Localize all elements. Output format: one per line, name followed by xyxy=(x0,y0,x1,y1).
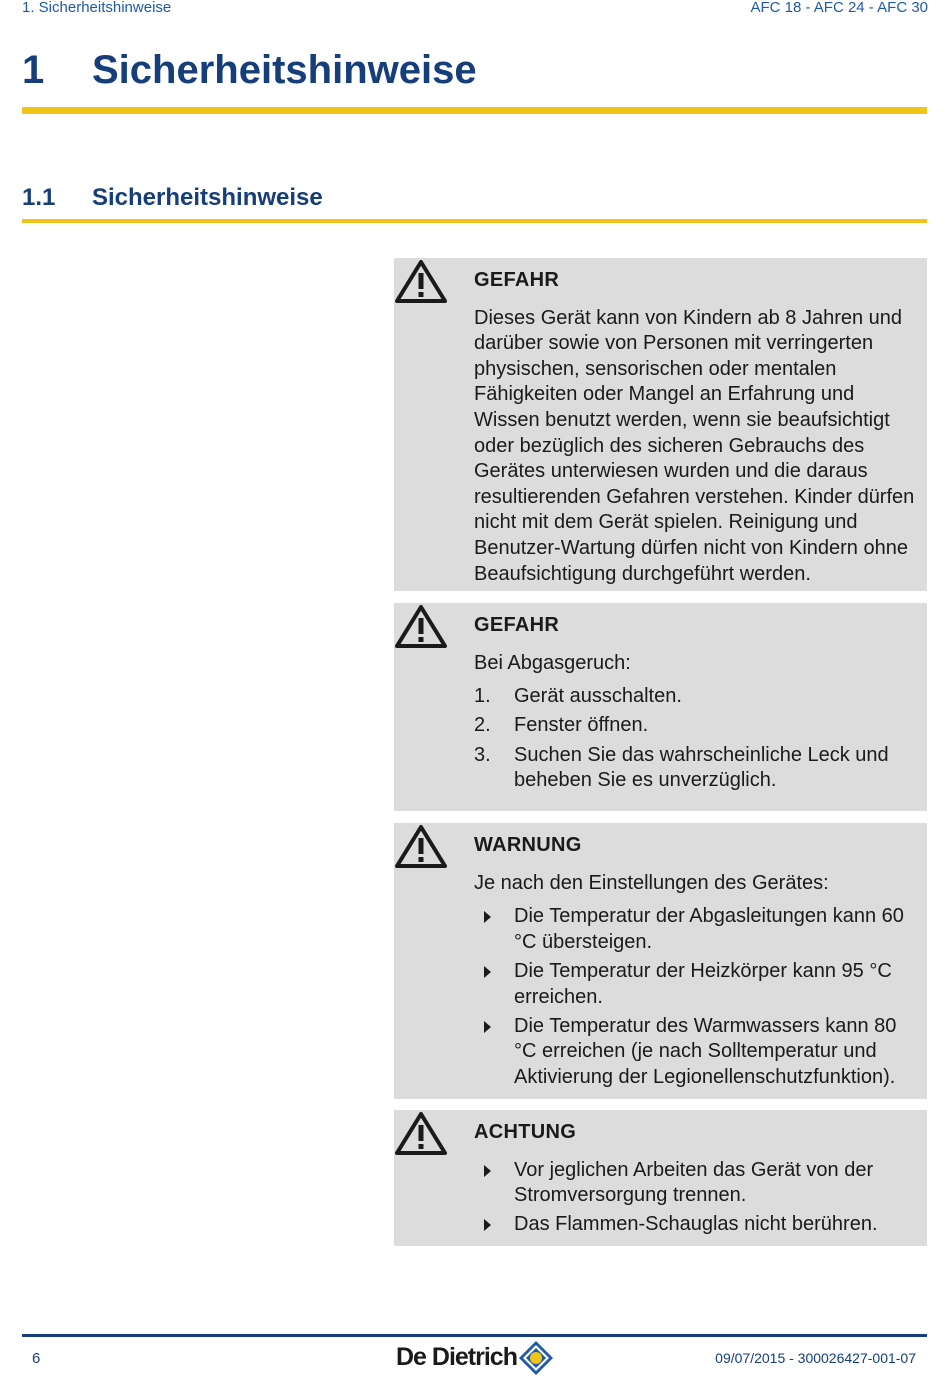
section-rule xyxy=(22,219,927,223)
list-item-text: Die Temperatur des Warmwassers kann 80 °C erreichen (je nach Solltemperatur und Aktivierung der Legionellenschutzfunktion). xyxy=(514,1014,897,1088)
notice-text: Dieses Gerät kann von Kindern ab 8 Jahren und darüber sowie von Personen mit verringerten physischen, sensorischen oder mentalen Fähigkeiten oder Mangel an Erfahrung und Wissen benutzt werden, wenn sie beaufsichtigt oder bezüglich des sicheren Gebrauchs des Gerätes unterwiesen wurden und die daraus resultierenden Gefahren verstehen. Kinder dürfen nicht mit dem Gerät spielen. Reinigung und Benutzer-Wartung dürfen nicht von Kindern ohne Beaufsichtigung durchgeführt werden. xyxy=(474,306,915,585)
notice-box-caution-power xyxy=(394,1110,927,1246)
list-item-number: 1. xyxy=(474,685,491,708)
brand-logo-text: De Dietrich xyxy=(396,1343,517,1371)
list-item xyxy=(474,904,924,955)
bullet-arrow-icon xyxy=(484,1165,491,1177)
bullet-arrow-icon xyxy=(484,966,491,978)
notice-text: Bei Abgasgeruch: xyxy=(474,651,631,674)
notice-text: Je nach den Einstellungen des Gerätes: xyxy=(474,871,829,894)
list-item-number: 2. xyxy=(474,714,491,737)
list-item xyxy=(474,959,924,1010)
list-item xyxy=(474,1158,924,1209)
list-item-text: Die Temperatur der Heizkörper kann 95 °C erreichen. xyxy=(514,959,892,1008)
footer-rule xyxy=(22,1334,927,1337)
page-number: 6 xyxy=(32,1350,41,1367)
list-item xyxy=(474,684,924,710)
page-title-text: Sicherheitshinweise xyxy=(92,48,477,92)
warning-triangle-icon xyxy=(394,823,448,869)
notice-title: WARNUNG xyxy=(474,834,582,856)
list-item xyxy=(474,743,924,794)
header-section-label: 1. Sicherheitshinweise xyxy=(22,0,172,16)
notice-box-danger-exhaust xyxy=(394,603,927,811)
list-item-text: Vor jeglichen Arbeiten das Gerät von der Stromversorgung trennen. xyxy=(514,1158,874,1207)
list-item-text: Suchen Sie das wahrscheinliche Leck und beheben Sie es unverzüglich. xyxy=(514,743,889,792)
bullet-arrow-icon xyxy=(484,1219,491,1231)
bullet-arrow-icon xyxy=(484,1021,491,1033)
notice-box-warning-temperature xyxy=(394,823,927,1099)
bullet-arrow-icon xyxy=(484,911,491,923)
notice-title: GEFAHR xyxy=(474,269,560,291)
notice-title: ACHTUNG xyxy=(474,1121,577,1143)
list-item-text: Gerät ausschalten. xyxy=(514,685,682,708)
section-title-text: Sicherheitshinweise xyxy=(92,184,323,211)
warning-triangle-icon xyxy=(394,1110,448,1156)
section-title-number: 1.1 xyxy=(22,184,56,211)
page-title-number: 1 xyxy=(22,48,45,92)
list-item-text: Das Flammen-Schauglas nicht berühren. xyxy=(514,1213,878,1236)
list-item xyxy=(474,1014,924,1091)
list-item xyxy=(474,1212,924,1238)
brand-logo-icon xyxy=(518,1340,554,1376)
list-item-number: 3. xyxy=(474,743,491,766)
document-reference: 09/07/2015 - 300026427-001-07 xyxy=(715,1350,916,1366)
list-item xyxy=(474,713,924,739)
page-title xyxy=(22,46,477,94)
header-model-label: AFC 18 - AFC 24 - AFC 30 xyxy=(750,0,928,16)
title-rule xyxy=(22,107,927,114)
section-title xyxy=(22,183,323,213)
warning-triangle-icon xyxy=(394,603,448,649)
list-item-text: Die Temperatur der Abgasleitungen kann 60 °C übersteigen. xyxy=(514,905,904,953)
list-item-text: Fenster öffnen. xyxy=(514,714,649,737)
warning-triangle-icon xyxy=(394,258,448,304)
notice-box-danger-children xyxy=(394,258,927,591)
notice-title: GEFAHR xyxy=(474,614,560,636)
